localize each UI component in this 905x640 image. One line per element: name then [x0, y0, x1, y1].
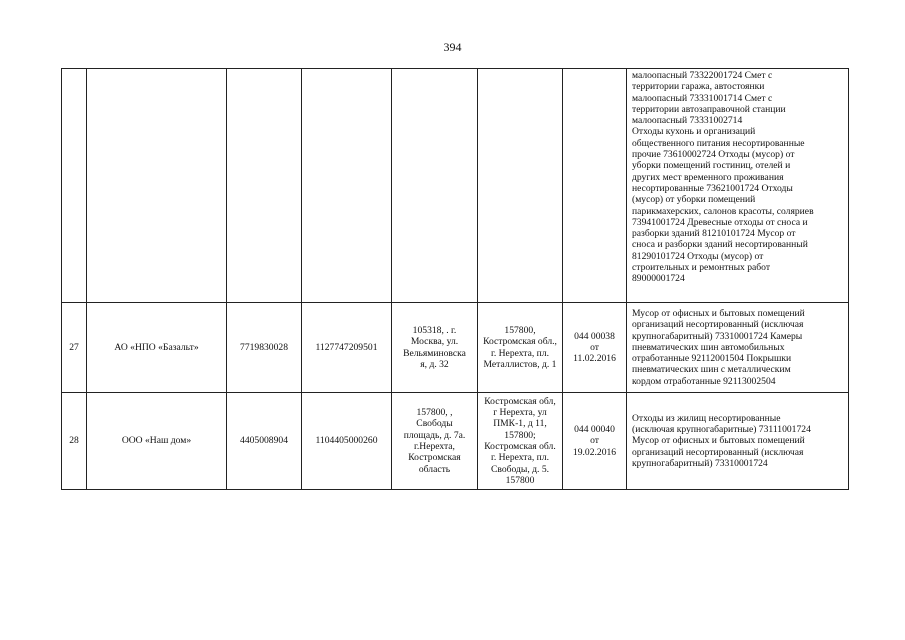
- actual-address-cell: [478, 393, 563, 490]
- text-line: 157800: [505, 474, 535, 486]
- actual-address-cell: [478, 303, 563, 393]
- text-line: кордом отработанные 92113002504: [632, 375, 776, 387]
- actual-address-cell: [478, 69, 563, 303]
- text-line: ПМК-1, д 11,: [493, 418, 547, 430]
- license-cell: [563, 393, 627, 490]
- text-line: Отходы кухонь и организаций: [632, 126, 756, 138]
- text-line: отработанные 92112001504 Покрышки: [632, 353, 792, 365]
- text-line: уборки помещений гостиниц, отелей и: [632, 160, 791, 172]
- legal-address-cell: [392, 393, 478, 490]
- text-line: территории гаража, автостоянки: [632, 81, 765, 93]
- ogrn-cell: [302, 69, 392, 303]
- text-line: 157800;: [504, 429, 536, 441]
- text-line: Костромская обл,: [484, 395, 556, 407]
- text-line: (исключая крупногабаритные) 73111001724: [632, 424, 811, 436]
- text-line: от: [590, 435, 599, 447]
- license-cell: [563, 69, 627, 303]
- license-cell: [563, 303, 627, 393]
- row-number-cell: [62, 69, 87, 303]
- text-line: Вельяминовска: [403, 347, 466, 359]
- table-row: [62, 303, 849, 393]
- text-line: пневматических шин автомобильных: [632, 341, 785, 353]
- inn-cell: 4405008904: [227, 393, 302, 490]
- text-line: Мусор от офисных и бытовых помещений: [632, 435, 805, 447]
- ogrn-cell: 1104405000260: [302, 393, 392, 490]
- text-line: 105318, . г.: [412, 324, 457, 336]
- text-line: 044 00038: [574, 330, 615, 342]
- waste-types-cell: [627, 303, 849, 393]
- text-line: г.Нерехта,: [414, 441, 455, 452]
- inn-cell: 7719830028: [227, 303, 302, 393]
- text-line: парикмахерских, салонов красоты, соляриев: [632, 205, 814, 217]
- text-line: 73941001724 Древесные отходы от сноса и: [632, 216, 808, 228]
- text-line: территории автозаправочной станции: [632, 103, 786, 115]
- text-line: Костромская: [408, 452, 461, 464]
- text-line: Костромская обл.: [484, 441, 556, 452]
- row-number-cell: 28: [62, 393, 87, 490]
- text-line: г Нерехта, ул: [493, 407, 547, 419]
- table-row-continued: [62, 69, 849, 303]
- legal-address-cell: [392, 69, 478, 303]
- text-line: я, д. 32: [420, 358, 449, 370]
- text-line: крупногабаритный) 73310001724 Камеры: [632, 330, 803, 342]
- text-line: площадь, д. 7а.: [403, 429, 466, 441]
- text-line: строительных и ремонтных работ: [632, 262, 771, 274]
- text-line: 89000001724: [632, 273, 685, 285]
- waste-types-cell: [627, 393, 849, 490]
- text-line: г. Нерехта, пл.: [490, 452, 549, 464]
- text-line: от: [590, 341, 599, 353]
- organization-name-cell: АО «НПО «Базальт»: [87, 303, 227, 393]
- text-line: г. Нерехта, пл.: [490, 347, 549, 359]
- text-line: (мусор) от уборки помещений: [632, 194, 756, 206]
- organization-name-cell: [87, 69, 227, 303]
- text-line: 81290101724 Отходы (мусор) от: [632, 250, 764, 262]
- text-line: сноса и разборки зданий несортированный: [632, 239, 808, 251]
- text-line: организаций несортированный (исключая: [632, 446, 804, 458]
- table-row: [62, 393, 849, 490]
- text-line: Свободы: [416, 418, 453, 430]
- text-line: область: [418, 463, 451, 475]
- inn-cell: [227, 69, 302, 303]
- legal-address-cell: [392, 303, 478, 393]
- text-line: малоопасный 73331002714: [632, 115, 743, 127]
- text-line: Мусор от офисных и бытовых помещений: [632, 307, 805, 319]
- text-line: 157800, ,: [416, 407, 453, 419]
- organization-name-cell: ООО «Наш дом»: [87, 393, 227, 490]
- text-line: крупногабаритный) 73310001724: [632, 457, 768, 469]
- text-line: малоопасный 73331001714 Смет с: [632, 92, 773, 104]
- page-number: 394: [443, 40, 462, 54]
- text-line: Металлистов, д. 1: [483, 358, 557, 370]
- text-line: других мест временного проживания: [632, 171, 784, 183]
- text-line: несортированные 73621001724 Отходы: [632, 182, 793, 194]
- text-line: пневматических шин с металлическим: [632, 364, 791, 376]
- text-line: Костромская обл.,: [483, 336, 557, 348]
- waste-types-cell: [627, 69, 849, 303]
- text-line: прочие 73610002724 Отходы (мусор) от: [632, 149, 795, 161]
- text-line: Свободы, д. 5.: [490, 463, 550, 475]
- text-line: общественного питания несортированные: [632, 137, 805, 149]
- text-line: малоопасный 73322001724 Смет с: [632, 70, 773, 81]
- row-number-cell: 27: [62, 303, 87, 393]
- ogrn-cell: 1127747209501: [302, 303, 392, 393]
- text-line: 157800,: [504, 324, 536, 336]
- text-line: 11.02.2016: [573, 353, 616, 365]
- waste-license-table: [61, 68, 849, 490]
- text-line: 19.02.2016: [572, 446, 617, 458]
- text-line: Москва, ул.: [410, 336, 459, 348]
- text-line: Отходы из жилищ несортированные: [632, 412, 781, 424]
- text-line: организаций несортированный (исключая: [632, 319, 804, 331]
- text-line: 044 00040: [574, 424, 615, 436]
- text-line: разборки зданий 81210101724 Мусор от: [632, 228, 796, 240]
